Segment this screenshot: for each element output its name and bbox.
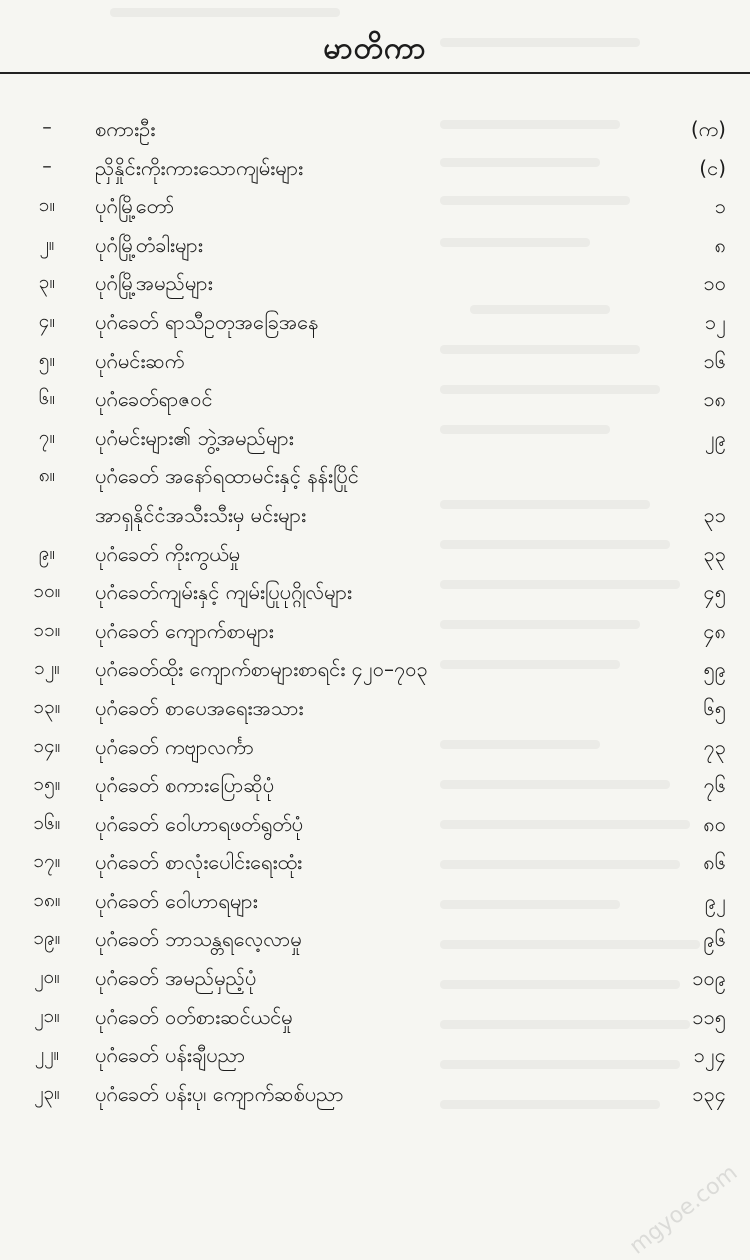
toc-entry <box>0 1038 750 1077</box>
chapter-title: ပုဂံခေတ် ကဗျာလင်္ကာ <box>95 734 254 759</box>
site-watermark: mgyoe.com <box>624 1160 742 1260</box>
toc-entry <box>0 305 750 344</box>
toc-entry <box>0 344 750 383</box>
chapter-title: ပုဂံခေတ်ရာဇဝင် <box>95 387 213 412</box>
chapter-title: အာရှနိုင်ငံအသီးသီးမှ မင်းများ <box>95 502 307 527</box>
toc-entry <box>0 382 750 421</box>
chapter-number: – <box>42 154 52 177</box>
chapter-title: ညှိနှိုင်းကိုးကားသောကျမ်းများ <box>95 155 304 180</box>
page-number: ၂၉ <box>704 425 726 450</box>
page-number: (င) <box>699 155 726 180</box>
page-number: ၆၅ <box>703 695 726 720</box>
page-number: ၁၀၉ <box>692 966 726 991</box>
page-number: ၈၀ <box>703 811 726 836</box>
page-number: ၁ <box>714 194 726 219</box>
toc-entry <box>0 575 750 614</box>
chapter-number: ၁၁။ <box>33 618 61 641</box>
chapter-title: ပုဂံခေတ် အနော်ရထာမင်းနှင့် နန်းပြိုင် <box>95 464 359 489</box>
page-number: ၄၈ <box>703 618 726 643</box>
page-number: ၁၁၅ <box>692 1004 726 1029</box>
chapter-title: ပုဂံခေတ် ပန်းချီပညာ <box>95 1043 246 1068</box>
chapter-number: ၂၃။ <box>34 1081 60 1104</box>
page-number: ၁၀ <box>703 271 726 296</box>
page-number: ၃၃ <box>703 541 726 566</box>
table-of-contents <box>0 112 750 1115</box>
chapter-number: ၉။ <box>38 541 56 564</box>
chapter-number: ၆။ <box>38 387 56 410</box>
toc-entry <box>0 266 750 305</box>
chapter-number: ၃။ <box>38 271 56 294</box>
chapter-title: ပုဂံခေတ် ဝေါဟာရများ <box>95 888 258 913</box>
page-number: ၁၂၄ <box>693 1043 726 1068</box>
chapter-title: ပုဂံခေတ် ရာသီဥတုအခြေအနေ <box>95 309 319 334</box>
toc-entry <box>0 498 750 537</box>
toc-entry <box>0 807 750 846</box>
toc-entry <box>0 421 750 460</box>
chapter-title: ပုဂံခေတ် စကားပြောဆိုပုံ <box>95 773 275 798</box>
chapter-number: ၁၉။ <box>33 927 61 950</box>
chapter-title: ပုဂံခေတ် စာလုံးပေါင်းရေးထုံး <box>95 850 303 875</box>
page-title: မာတိကာ <box>323 31 427 66</box>
page-number: ၇၆ <box>703 773 726 798</box>
page-number: ၃၁ <box>703 502 726 527</box>
chapter-title: ပုဂံမြို့အမည်များ <box>95 271 213 296</box>
toc-entry <box>0 845 750 884</box>
page-number: ၅၉ <box>703 657 726 682</box>
toc-entry <box>0 652 750 691</box>
toc-entry <box>0 189 750 228</box>
chapter-title: ပုဂံခေတ် ဝတ်စားဆင်ယင်မှု <box>95 1004 293 1029</box>
chapter-number: ၁၄။ <box>33 734 61 757</box>
chapter-number: ၂။ <box>39 232 55 255</box>
chapter-title: ပုဂံခေတ် ဘာသန္တရလေ့လာမှု <box>95 927 302 952</box>
chapter-title: ပုဂံမင်းများ၏ ဘွဲ့အမည်များ <box>95 425 294 450</box>
chapter-number: ၁၆။ <box>33 811 61 834</box>
chapter-number: ၂၀။ <box>34 966 60 989</box>
chapter-number: – <box>42 116 52 138</box>
page-number: ၁၃၄ <box>692 1081 726 1106</box>
chapter-title: ပုဂံခေတ် ဝေါဟာရဖတ်ရွတ်ပုံ <box>95 811 304 836</box>
page-number: ၉၂ <box>704 888 726 913</box>
toc-entry <box>0 922 750 961</box>
toc-entry <box>0 614 750 653</box>
toc-entry <box>0 884 750 923</box>
chapter-title: ပုဂံခေတ် ကျောက်စာများ <box>95 618 274 643</box>
page-number: ၁၂ <box>704 309 726 334</box>
chapter-number: ၁။ <box>38 194 56 217</box>
chapter-number: ၈။ <box>38 464 56 487</box>
page-number: ၄၅ <box>703 580 726 605</box>
chapter-title: ပုဂံခေတ် စာပေအရေးအသား <box>95 695 304 720</box>
toc-entry <box>0 1000 750 1039</box>
page-number: (က) <box>690 117 726 141</box>
chapter-title: ပုဂံမြို့တော် <box>95 194 175 219</box>
chapter-number: ၁၂။ <box>34 657 60 680</box>
chapter-number: ၁၈။ <box>33 888 61 911</box>
chapter-title: ပုဂံခေတ်ထိုး ကျောက်စာများစာရင်း ၄၂၀–၇၀၃ <box>95 657 428 682</box>
toc-entry <box>0 961 750 1000</box>
chapter-number: ၂၁။ <box>34 1004 60 1027</box>
page-number: ၇၃ <box>703 734 726 759</box>
page-number: ၁၆ <box>703 348 726 373</box>
chapter-title: ပုဂံမြို့တံခါးများ <box>95 232 203 257</box>
toc-entry <box>0 1077 750 1116</box>
toc-entry <box>0 112 750 151</box>
page-number: ၁၈ <box>703 387 726 412</box>
chapter-title: စကားဦး <box>95 117 156 141</box>
chapter-number: ၄။ <box>38 309 56 332</box>
toc-entry <box>0 459 750 498</box>
toc-entry <box>0 730 750 769</box>
chapter-title: ပုဂံခေတ် အမည်မှည့်ပုံ <box>95 966 257 991</box>
toc-entry <box>0 151 750 190</box>
toc-entry <box>0 228 750 267</box>
chapter-number: ၁၇။ <box>33 850 61 873</box>
chapter-number: ၁၅။ <box>33 773 61 796</box>
title-divider <box>0 72 750 74</box>
toc-entry <box>0 537 750 576</box>
chapter-title: ပုဂံခေတ် ကိုးကွယ်မှု <box>95 541 241 566</box>
chapter-number: ၇။ <box>38 425 56 448</box>
chapter-number: ၅။ <box>38 348 56 371</box>
chapter-number: ၂၂။ <box>34 1043 60 1066</box>
page-number: ၈ <box>714 232 726 257</box>
chapter-number: ၁၃။ <box>33 695 61 718</box>
toc-entry <box>0 768 750 807</box>
chapter-title: ပုဂံမင်းဆက် <box>95 348 185 373</box>
page-number: ၉၆ <box>703 927 726 952</box>
toc-entry <box>0 691 750 730</box>
chapter-number: ၁၀။ <box>33 580 61 603</box>
chapter-title: ပုဂံခေတ် ပန်းပု၊ ကျောက်ဆစ်ပညာ <box>95 1081 344 1106</box>
chapter-title: ပုဂံခေတ်ကျမ်းနှင့် ကျမ်းပြုပုဂ္ဂိုလ်များ <box>95 580 353 605</box>
page-number: ၈၆ <box>703 850 726 875</box>
